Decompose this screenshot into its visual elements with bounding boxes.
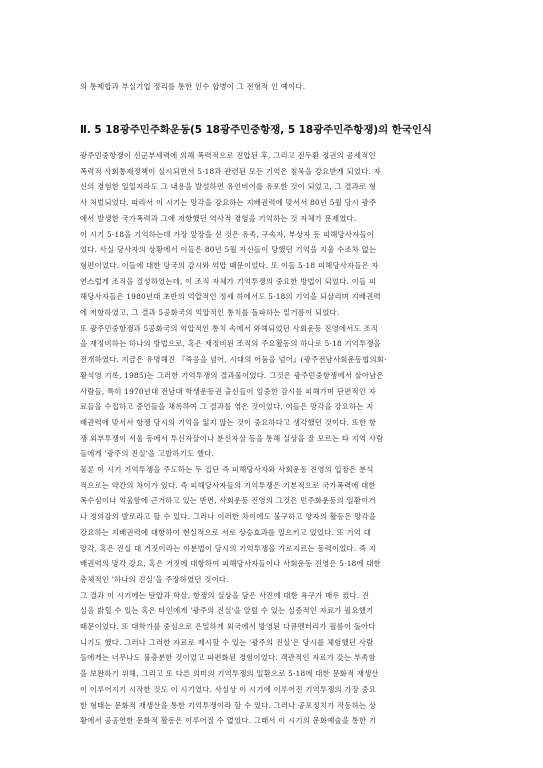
body-line: 에 저항하였고, 그 결과 5공화국의 억압적인 통치를 돌파하는 밑거름이 되었다. [80, 308, 340, 317]
body-line: 을 보완하기 위해, 그리고 또 다른 의미의 기억투쟁의 일환으로 5·18에 대한 문화적 재생산 [80, 669, 379, 679]
body-line: 나 정의감의 발로라고 할 수 있다. 그러나 이러한 차이에도 불구하고 양자의 활동은 망각을 [80, 512, 377, 522]
body-line: 폭력적 사회통제정책이 실시되면서 5·18과 관련된 모든 기억은 침묵을 강요받게 되었다. 자 [80, 166, 381, 176]
body-line: 광주민중항쟁이 신군부세력에 의해 폭력적으로 진압된 후, 그리고 전두환 정권의 공세적인 [80, 151, 376, 160]
body-line: 황에서 공공연한 문화적 활동은 이루어질 수 없었다. 그래서 이 시기의 문화예술을 통한 기 [80, 716, 377, 726]
body-line: 사 처벌되었다. 따라서 이 시기는 망각을 강요하는 지배권력에 맞서서 80년 5월 당시 광주 [80, 198, 377, 208]
body-line: 황석영 기록, 1985)는 그러한 기억투쟁의 결과물이었다. 그것은 광주민중항쟁에서 살아남은 [80, 370, 384, 380]
body-line: 또 광주민중항쟁과 5공화국의 억압적인 통치 속에서 와해되었던 사회운동 진영에서도 조직 [80, 323, 379, 333]
body-line: 복수심이나 억울함에 근거하고 있는 반면, 사회운동 진영의 그것은 민주화운동의 일환이거 [80, 496, 376, 506]
body-line: 니기도 했다. 그러나 그러한 자료로 제시할 수 있는 '광주의 진실'은 당시를 체험했던 사람 [80, 637, 374, 647]
body-line: 강요하는 지배권력에 대항하여 현실적으로 서로 상승효과를 일으키고 있었다. 또 기억 대 [80, 527, 372, 537]
body-line: 그 결과 이 시기에는 탄압과 학살, 항쟁의 실상을 담은 사진에 대한 욕구가 매우 컸다. 진 [80, 590, 370, 600]
body-line: 을 재정비하는 하나의 방법으로, 혹은 재정비된 조직의 주요활동의 하나로 5·18 기억투쟁을 [80, 339, 381, 349]
body-line: 형편이었다. 이들에 대한 당국의 감시와 억압 때문이었다. 또 이들 5·18 피해당사자들은 자 [80, 260, 379, 270]
intro-line: 의 통제합과 부실기업 정리를 통한 인수 합병이 그 전형적 인 예이다. [80, 82, 306, 91]
body-line: 총체적인 '하나의 진실'을 주장하였던 것이다. [80, 574, 229, 584]
body-line: 연스럽게 조직을 결성하였는데, 이 조직 자체가 기억투쟁의 중요한 방법이 되었다. 이들 피 [80, 276, 377, 286]
body-line: 신의 경험한 일일지라도 그 내용을 발설하면 유언비어를 유포한 것이 되었고, 그 결과로 형 [80, 182, 377, 192]
body-line: 실을 밝힐 수 있는 혹은 타인에게 '광주의 진실'을 알릴 수 있는 실증적인 자료가 필요했기 [80, 606, 374, 616]
section-heading: Ⅱ. 5 18광주민주화운동(5 18광주민중항쟁, 5 18광주민주항쟁)의 한국인식 [80, 124, 432, 136]
body-line: 배권력에 맞서서 항쟁 당시의 기억을 잃지 않는 것이 중요하다고 생각했던 것이다. 또한 항 [80, 417, 377, 427]
body-line: 료들을 수집하고 증언들을 채록하여 그 결과를 엮은 것이었다. 이들은 망각을 강요하는 지 [80, 402, 374, 412]
body-line: 해당사자들은 1980년대 초반의 억압적인 정세 하에서도 5·18의 기억을 되살리며 지배권력 [80, 292, 381, 302]
body-line: 들에게 '광주의 진실'을 고발하기도 했다. [80, 449, 215, 459]
body-line: 었다. 사실 당사자의 상황에서 이들은 80년 5월 자신들이 당했던 기억을 지울 수조차 없는 [80, 245, 377, 255]
body-line: 에서 발생한 국가폭력과 그에 저항했던 역사적 경험을 기억하는 것 자체가 문제였다. [80, 213, 357, 223]
body-line: 들에게는 너무나도 불충분한 것이었고 파편화된 경험이었다. 객관적인 자료가 갖는 부족함 [80, 653, 376, 663]
body-line: 적으로는 약간의 차이가 있다. 즉 피해당사자들의 기억투쟁은 기본적으로 국가폭력에 대한 [80, 480, 376, 490]
body-line: 망각, 혹은 진실 대 거짓이라는 이분법이 당시의 기억투쟁을 가로지르는 동력이었다. 즉 지 [80, 543, 377, 553]
body-line: 때문이었다. 또 대학가를 중심으로 은밀하게 외국에서 방영된 다큐멘터리가 필름이 돌아다 [80, 622, 376, 631]
body-line: 한 형태는 문화적 재생산을 통한 기억투쟁이라 할 수 있다. 그러나 공포정치가 작동하는 상 [80, 700, 377, 710]
body-line: 물론 이 시기 기억투쟁을 주도하는 두 집단 즉 피해당사자와 사회운동 진영의 입장은 분석 [80, 465, 374, 474]
body-line: 쟁 외부투쟁이 서울 등에서 투신자살이나 분신자살 등을 통해 실상을 잘 모르는 타 지역 사람 [80, 433, 384, 443]
body-line: 전개하였다. 지금은 유명해진 『죽음을 넘어, 시대의 어둠을 넘어』(광주전남사회운동협의회· [80, 355, 387, 365]
body-line: 사람들, 특히 1970년대 전남대 학생운동권 출신들이 엄중한 감시를 피해가며 단편적인 자 [80, 386, 376, 396]
body-line: 배권력의 망각 강요, 혹은 거짓에 대항하여 피해당사자들이나 사회운동 진영은 5·18에 대한 [80, 559, 381, 569]
body-line: 이 시기 5·18을 기억하는데 가장 앞장을 선 것은 유족, 구속자, 부상자 등 피해당사자들이 [80, 229, 375, 239]
body-line: 이 이루어지기 시작한 것도 이 시기였다. 사실상 이 시기에 이루어진 기억투쟁의 가장 중요 [80, 684, 377, 694]
